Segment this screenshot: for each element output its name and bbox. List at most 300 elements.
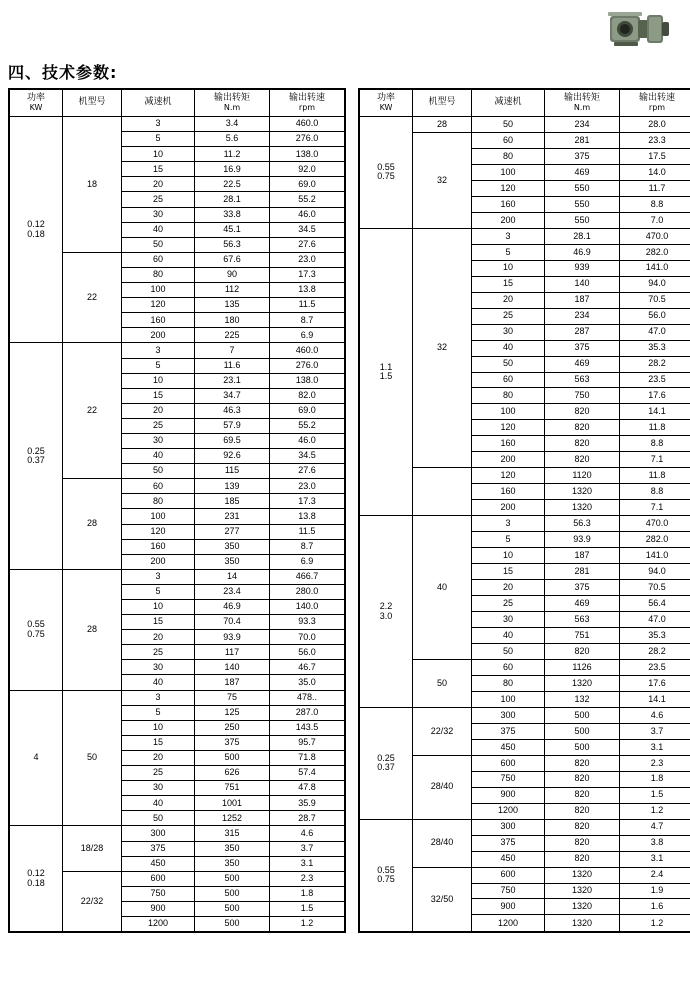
cell-model: 18 [63, 117, 122, 253]
cell-power: 0.55 0.75 [359, 819, 413, 932]
cell-torque: 1320 [545, 883, 620, 899]
cell-model: 28/40 [413, 755, 472, 819]
cell-model: 50 [63, 690, 122, 826]
cell-speed: 23.0 [270, 252, 346, 267]
cell-torque: 820 [545, 835, 620, 851]
cell-ratio: 10 [122, 147, 195, 162]
cell-speed: 28.2 [620, 356, 690, 372]
col-ratio: 减速机 [472, 89, 545, 117]
cell-speed: 8.8 [620, 196, 690, 212]
cell-torque: 93.9 [545, 532, 620, 548]
cell-torque: 139 [195, 479, 270, 494]
cell-ratio: 600 [472, 755, 545, 771]
cell-torque: 1320 [545, 867, 620, 883]
table-body [9, 117, 345, 933]
cell-speed: 3.1 [270, 856, 346, 871]
cell-torque: 1001 [195, 796, 270, 811]
cell-torque: 315 [195, 826, 270, 841]
cell-model: 22 [63, 252, 122, 343]
cell-speed: 14.1 [620, 691, 690, 707]
cell-torque: 500 [195, 916, 270, 932]
cell-speed: 92.0 [270, 162, 346, 177]
cell-torque: 1120 [545, 468, 620, 484]
cell-torque: 750 [545, 388, 620, 404]
cell-speed: 138.0 [270, 147, 346, 162]
cell-torque: 820 [545, 787, 620, 803]
cell-speed: 35.0 [270, 675, 346, 690]
cell-speed: 11.7 [620, 180, 690, 196]
cell-torque: 820 [545, 819, 620, 835]
cell-speed: 282.0 [620, 244, 690, 260]
cell-speed: 1.5 [270, 901, 346, 916]
cell-speed: 287.0 [270, 705, 346, 720]
table-header [9, 89, 345, 117]
cell-speed: 46.0 [270, 207, 346, 222]
cell-torque: 67.6 [195, 252, 270, 267]
table-header-row [359, 89, 690, 117]
cell-speed: 1.8 [620, 771, 690, 787]
cell-torque: 375 [545, 340, 620, 356]
cell-speed: 82.0 [270, 388, 346, 403]
cell-torque: 469 [545, 356, 620, 372]
cell-speed: 8.8 [620, 484, 690, 500]
cell-power: 4 [9, 690, 63, 826]
cell-speed: 3.1 [620, 739, 690, 755]
cell-torque: 820 [545, 851, 620, 867]
cell-ratio: 25 [122, 418, 195, 433]
cell-torque: 28.1 [545, 228, 620, 244]
cell-speed: 4.6 [270, 826, 346, 841]
cell-speed: 35.3 [620, 340, 690, 356]
col-power: 功率 KW [359, 89, 413, 117]
cell-ratio: 120 [122, 524, 195, 539]
cell-torque: 350 [195, 554, 270, 569]
cell-ratio: 200 [472, 500, 545, 516]
cell-speed: 56.4 [620, 596, 690, 612]
cell-power: 0.55 0.75 [9, 569, 63, 690]
cell-ratio: 40 [122, 675, 195, 690]
cell-torque: 117 [195, 645, 270, 660]
cell-ratio: 375 [472, 835, 545, 851]
cell-ratio: 80 [472, 148, 545, 164]
cell-power: 0.55 0.75 [359, 117, 413, 229]
cell-speed: 1.9 [620, 883, 690, 899]
cell-speed: 17.3 [270, 494, 346, 509]
cell-torque: 3.4 [195, 117, 270, 132]
cell-torque: 550 [545, 212, 620, 228]
cell-speed: 460.0 [270, 117, 346, 132]
cell-model: 40 [413, 516, 472, 660]
cell-model: 28 [63, 569, 122, 690]
cell-torque: 469 [545, 596, 620, 612]
cell-ratio: 1200 [472, 915, 545, 932]
cell-torque: 1252 [195, 811, 270, 826]
cell-speed: 28.0 [620, 117, 690, 133]
cell-speed: 46.7 [270, 660, 346, 675]
cell-ratio: 50 [472, 643, 545, 659]
cell-torque: 1126 [545, 659, 620, 675]
cell-ratio: 600 [472, 867, 545, 883]
cell-torque: 281 [545, 564, 620, 580]
table-header [359, 89, 690, 117]
cell-torque: 33.8 [195, 207, 270, 222]
cell-speed: 4.7 [620, 819, 690, 835]
cell-torque: 350 [195, 539, 270, 554]
cell-speed: 23.5 [620, 659, 690, 675]
cell-torque: 939 [545, 260, 620, 276]
cell-speed: 46.0 [270, 433, 346, 448]
cell-torque: 500 [545, 739, 620, 755]
cell-ratio: 375 [472, 723, 545, 739]
cell-ratio: 40 [472, 628, 545, 644]
cell-ratio: 30 [472, 324, 545, 340]
cell-ratio: 40 [122, 222, 195, 237]
cell-ratio: 3 [122, 117, 195, 132]
cell-speed: 1.2 [270, 916, 346, 932]
cell-speed: 1.8 [270, 886, 346, 901]
cell-torque: 180 [195, 313, 270, 328]
cell-ratio: 60 [472, 372, 545, 388]
cell-torque: 751 [545, 628, 620, 644]
cell-speed: 14.1 [620, 404, 690, 420]
cell-ratio: 160 [122, 539, 195, 554]
cell-torque: 45.1 [195, 222, 270, 237]
cell-speed: 6.9 [270, 554, 346, 569]
col-model: 机型号 [63, 89, 122, 117]
cell-ratio: 40 [472, 340, 545, 356]
cell-ratio: 20 [472, 292, 545, 308]
cell-torque: 350 [195, 856, 270, 871]
cell-ratio: 15 [472, 276, 545, 292]
cell-ratio: 100 [472, 404, 545, 420]
cell-speed: 47.0 [620, 324, 690, 340]
cell-power: 0.12 0.18 [9, 117, 63, 343]
cell-torque: 375 [195, 735, 270, 750]
cell-ratio: 20 [122, 750, 195, 765]
cell-torque: 820 [545, 771, 620, 787]
cell-speed: 276.0 [270, 358, 346, 373]
cell-torque: 375 [545, 148, 620, 164]
cell-torque: 187 [195, 675, 270, 690]
cell-torque: 69.5 [195, 433, 270, 448]
cell-torque: 820 [545, 436, 620, 452]
cell-ratio: 10 [472, 548, 545, 564]
cell-torque: 57.9 [195, 418, 270, 433]
cell-torque: 820 [545, 452, 620, 468]
cell-torque: 820 [545, 420, 620, 436]
table-body [359, 117, 690, 933]
cell-torque: 56.3 [545, 516, 620, 532]
cell-speed: 3.7 [620, 723, 690, 739]
cell-ratio: 20 [472, 580, 545, 596]
cell-ratio: 450 [122, 856, 195, 871]
cell-torque: 231 [195, 509, 270, 524]
cell-ratio: 40 [122, 449, 195, 464]
cell-torque: 500 [195, 901, 270, 916]
cell-ratio: 40 [122, 796, 195, 811]
cell-ratio: 100 [122, 509, 195, 524]
cell-torque: 90 [195, 267, 270, 282]
col-torque: 输出转矩 N.m [545, 89, 620, 117]
cell-speed: 70.5 [620, 580, 690, 596]
cell-ratio: 5 [122, 584, 195, 599]
cell-torque: 115 [195, 464, 270, 479]
cell-speed: 69.0 [270, 177, 346, 192]
cell-speed: 94.0 [620, 564, 690, 580]
cell-speed: 55.2 [270, 418, 346, 433]
cell-speed: 3.7 [270, 841, 346, 856]
cell-torque: 132 [545, 691, 620, 707]
cell-speed: 94.0 [620, 276, 690, 292]
cell-speed: 3.1 [620, 851, 690, 867]
cell-ratio: 1200 [122, 916, 195, 932]
cell-speed: 11.5 [270, 298, 346, 313]
cell-torque: 281 [545, 132, 620, 148]
cell-torque: 34.7 [195, 388, 270, 403]
cell-speed: 466.7 [270, 569, 346, 584]
cell-ratio: 750 [122, 886, 195, 901]
cell-speed: 93.3 [270, 615, 346, 630]
cell-speed: 55.2 [270, 192, 346, 207]
page-title: 四、技术参数: [8, 63, 118, 82]
cell-ratio: 100 [122, 283, 195, 298]
cell-speed: 17.3 [270, 267, 346, 282]
cell-torque: 550 [545, 196, 620, 212]
cell-ratio: 50 [122, 237, 195, 252]
gearbox-illustration-icon [602, 6, 672, 52]
cell-torque: 187 [545, 548, 620, 564]
cell-speed: 141.0 [620, 548, 690, 564]
cell-torque: 820 [545, 643, 620, 659]
cell-ratio: 900 [122, 901, 195, 916]
cell-speed: 6.9 [270, 328, 346, 343]
cell-speed: 28.2 [620, 643, 690, 659]
cell-speed: 2.3 [620, 755, 690, 771]
cell-speed: 13.8 [270, 283, 346, 298]
cell-torque: 23.4 [195, 584, 270, 599]
cell-torque: 500 [545, 723, 620, 739]
cell-speed: 143.5 [270, 720, 346, 735]
cell-ratio: 3 [122, 569, 195, 584]
cell-torque: 46.3 [195, 403, 270, 418]
cell-torque: 125 [195, 705, 270, 720]
cell-speed: 23.5 [620, 372, 690, 388]
cell-torque: 820 [545, 755, 620, 771]
cell-ratio: 25 [472, 596, 545, 612]
cell-torque: 277 [195, 524, 270, 539]
cell-torque: 93.9 [195, 630, 270, 645]
cell-ratio: 200 [472, 452, 545, 468]
cell-speed: 8.7 [270, 313, 346, 328]
cell-torque: 469 [545, 164, 620, 180]
col-torque: 输出转矩 N.m [195, 89, 270, 117]
cell-ratio: 120 [122, 298, 195, 313]
cell-torque: 75 [195, 690, 270, 705]
cell-ratio: 20 [122, 177, 195, 192]
cell-torque: 46.9 [545, 244, 620, 260]
cell-ratio: 1200 [472, 803, 545, 819]
cell-ratio: 3 [472, 228, 545, 244]
cell-torque: 563 [545, 372, 620, 388]
cell-speed: 140.0 [270, 600, 346, 615]
cell-speed: 8.7 [270, 539, 346, 554]
cell-speed: 1.6 [620, 899, 690, 915]
table-row [9, 690, 345, 705]
cell-speed: 70.0 [270, 630, 346, 645]
cell-ratio: 100 [472, 691, 545, 707]
cell-speed: 276.0 [270, 132, 346, 147]
cell-speed: 460.0 [270, 343, 346, 358]
cell-ratio: 120 [472, 180, 545, 196]
cell-ratio: 30 [122, 660, 195, 675]
cell-torque: 234 [545, 117, 620, 133]
cell-ratio: 80 [122, 494, 195, 509]
cell-speed: 7.1 [620, 500, 690, 516]
cell-speed: 470.0 [620, 228, 690, 244]
cell-ratio: 160 [122, 313, 195, 328]
cell-ratio: 50 [122, 811, 195, 826]
cell-model: 28/40 [413, 819, 472, 867]
cell-speed: 70.5 [620, 292, 690, 308]
cell-speed: 17.6 [620, 675, 690, 691]
cell-ratio: 5 [122, 358, 195, 373]
cell-torque: 14 [195, 569, 270, 584]
cell-speed: 280.0 [270, 584, 346, 599]
cell-torque: 11.2 [195, 147, 270, 162]
cell-speed: 56.0 [270, 645, 346, 660]
cell-speed: 34.5 [270, 222, 346, 237]
cell-speed: 7.1 [620, 452, 690, 468]
cell-ratio: 25 [472, 308, 545, 324]
cell-torque: 1320 [545, 500, 620, 516]
cell-speed: 1.5 [620, 787, 690, 803]
cell-model: 50 [413, 659, 472, 707]
spec-table-left [8, 88, 346, 933]
cell-ratio: 50 [122, 464, 195, 479]
cell-torque: 140 [195, 660, 270, 675]
cell-speed: 47.0 [620, 612, 690, 628]
cell-torque: 7 [195, 343, 270, 358]
cell-ratio: 300 [472, 707, 545, 723]
cell-ratio: 10 [472, 260, 545, 276]
cell-torque: 70.4 [195, 615, 270, 630]
cell-torque: 250 [195, 720, 270, 735]
cell-torque: 500 [195, 750, 270, 765]
cell-ratio: 25 [122, 766, 195, 781]
cell-ratio: 10 [122, 720, 195, 735]
cell-torque: 563 [545, 612, 620, 628]
cell-speed: 470.0 [620, 516, 690, 532]
cell-model: 28 [413, 117, 472, 133]
cell-ratio: 60 [472, 132, 545, 148]
cell-ratio: 375 [122, 841, 195, 856]
cell-torque: 1320 [545, 675, 620, 691]
cell-ratio: 10 [122, 373, 195, 388]
cell-torque: 375 [545, 580, 620, 596]
cell-ratio: 200 [122, 554, 195, 569]
table-row [359, 516, 690, 532]
cell-ratio: 100 [472, 164, 545, 180]
cell-ratio: 160 [472, 436, 545, 452]
cell-power: 0.12 0.18 [9, 826, 63, 932]
cell-speed: 7.0 [620, 212, 690, 228]
cell-ratio: 50 [472, 117, 545, 133]
cell-speed: 138.0 [270, 373, 346, 388]
cell-model: 32 [413, 228, 472, 468]
cell-power: 0.25 0.37 [359, 707, 413, 819]
cell-ratio: 10 [122, 600, 195, 615]
cell-speed: 17.6 [620, 388, 690, 404]
cell-torque: 46.9 [195, 600, 270, 615]
table-row [359, 819, 690, 835]
col-speed: 输出转速 rpm [620, 89, 690, 117]
cell-speed: 282.0 [620, 532, 690, 548]
cell-speed: 478.. [270, 690, 346, 705]
cell-torque: 11.6 [195, 358, 270, 373]
cell-torque: 92.6 [195, 449, 270, 464]
cell-ratio: 3 [472, 516, 545, 532]
cell-ratio: 60 [122, 479, 195, 494]
cell-ratio: 30 [472, 612, 545, 628]
cell-model: 28 [63, 479, 122, 570]
cell-model: 32 [413, 132, 472, 228]
cell-ratio: 750 [472, 771, 545, 787]
cell-torque: 500 [195, 886, 270, 901]
cell-ratio: 200 [472, 212, 545, 228]
cell-speed: 95.7 [270, 735, 346, 750]
cell-torque: 550 [545, 180, 620, 196]
cell-ratio: 300 [122, 826, 195, 841]
cell-speed: 1.2 [620, 803, 690, 819]
spec-table-right [358, 88, 690, 933]
table-row [359, 707, 690, 723]
cell-ratio: 450 [472, 851, 545, 867]
cell-torque: 140 [545, 276, 620, 292]
col-model: 机型号 [413, 89, 472, 117]
cell-torque: 28.1 [195, 192, 270, 207]
cell-speed: 11.5 [270, 524, 346, 539]
cell-speed: 13.8 [270, 509, 346, 524]
table-row [9, 569, 345, 584]
cell-ratio: 15 [472, 564, 545, 580]
cell-ratio: 80 [122, 267, 195, 282]
cell-torque: 287 [545, 324, 620, 340]
cell-speed: 27.6 [270, 237, 346, 252]
cell-torque: 820 [545, 803, 620, 819]
cell-torque: 234 [545, 308, 620, 324]
cell-torque: 500 [195, 871, 270, 886]
table-row [9, 117, 345, 132]
cell-speed: 2.4 [620, 867, 690, 883]
table-row [359, 228, 690, 244]
cell-torque: 22.5 [195, 177, 270, 192]
cell-speed: 141.0 [620, 260, 690, 276]
cell-speed: 14.0 [620, 164, 690, 180]
table-header-row [9, 89, 345, 117]
cell-torque: 626 [195, 766, 270, 781]
cell-speed: 11.8 [620, 468, 690, 484]
cell-power: 0.25 0.37 [9, 343, 63, 569]
cell-model: 18/28 [63, 826, 122, 871]
cell-ratio: 160 [472, 484, 545, 500]
cell-ratio: 50 [472, 356, 545, 372]
col-ratio: 减速机 [122, 89, 195, 117]
cell-ratio: 900 [472, 899, 545, 915]
cell-ratio: 160 [472, 196, 545, 212]
cell-speed: 2.3 [270, 871, 346, 886]
cell-power: 1.1 1.5 [359, 228, 413, 515]
cell-model: 32/50 [413, 867, 472, 932]
